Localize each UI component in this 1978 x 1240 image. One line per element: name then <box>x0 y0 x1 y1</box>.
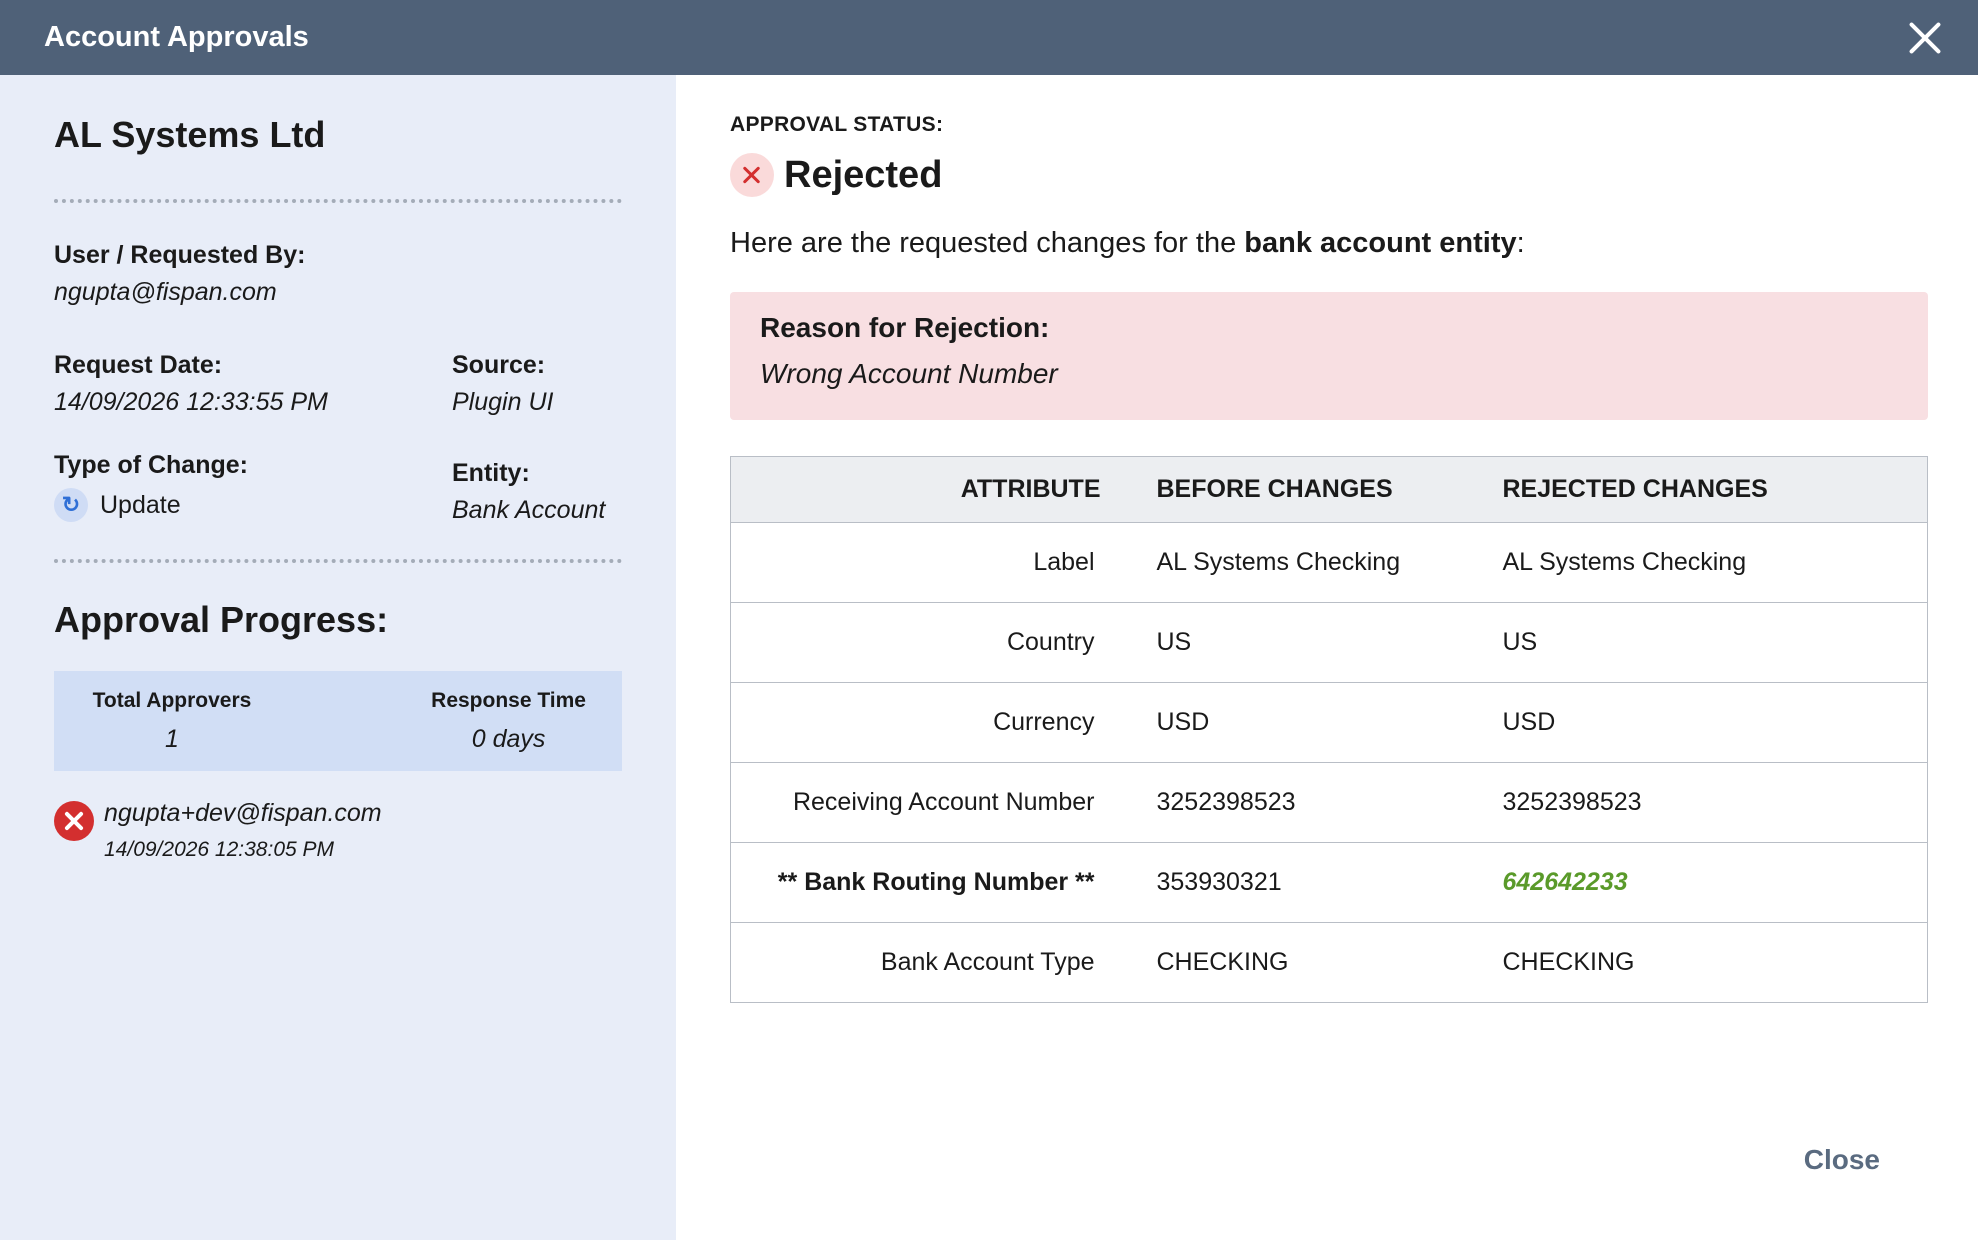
details-panel <box>676 75 1978 1240</box>
before-cell: AL Systems Checking <box>1109 523 1503 603</box>
approval-progress-title: Approval Progress: <box>54 599 389 640</box>
table-row <box>731 763 1928 843</box>
approver-time: 14/09/2026 12:38:05 PM <box>104 838 335 861</box>
table-row <box>731 923 1928 1003</box>
response-time-value: 0 days <box>471 724 546 753</box>
attribute-cell: Receiving Account Number <box>731 763 1109 843</box>
approver-item <box>54 799 622 862</box>
rejected-cell: CHECKING <box>1502 948 1635 976</box>
rejected-icon <box>54 801 94 841</box>
table-row <box>731 603 1928 683</box>
request-date-value: 14/09/2026 12:33:55 PM <box>54 388 328 416</box>
attribute-cell: Bank Account Type <box>880 948 1095 976</box>
approval-status-label: APPROVAL STATUS: <box>730 113 944 136</box>
approver-email: ngupta+dev@fispan.com <box>104 799 382 827</box>
source-value: Plugin UI <box>452 388 554 416</box>
column-header-before: BEFORE CHANGES <box>1109 457 1503 523</box>
divider <box>54 559 622 563</box>
table-row <box>731 683 1928 763</box>
rejection-reason-label: Reason for Rejection: <box>760 312 1050 343</box>
rejected-cell: USD <box>1503 683 1928 763</box>
close-button[interactable]: Close <box>1803 1144 1880 1175</box>
rejected-cell: US <box>1503 603 1928 683</box>
rejection-reason-box <box>730 292 1928 420</box>
summary-panel <box>0 75 676 1240</box>
rejected-x-icon <box>730 153 774 197</box>
approval-status <box>730 153 1978 197</box>
type-of-change-value: Update <box>100 490 181 519</box>
request-info-row <box>54 351 622 417</box>
total-approvers-label: Total Approvers <box>92 688 252 712</box>
intro-entity: bank account entity <box>1244 227 1517 259</box>
requested-by-block <box>54 241 622 307</box>
change-info-row <box>54 451 622 525</box>
rejected-cell-changed: 642642233 <box>1503 843 1928 923</box>
column-header-rejected: REJECTED CHANGES <box>1503 457 1928 523</box>
column-header-attribute: ATTRIBUTE <box>731 457 1109 523</box>
total-approvers-value: 1 <box>165 724 179 753</box>
dialog-title: Account Approvals <box>44 21 309 53</box>
changes-table <box>730 456 1928 1003</box>
requested-by-value: ngupta@fispan.com <box>54 278 277 306</box>
table-row <box>731 523 1928 603</box>
approval-status-value: Rejected <box>784 153 943 196</box>
close-icon[interactable] <box>1902 15 1948 61</box>
rejected-cell: 3252398523 <box>1503 763 1928 843</box>
entity-value: Bank Account <box>452 496 606 524</box>
intro-suffix: : <box>1516 227 1525 259</box>
refresh-icon: ↻ <box>54 488 88 522</box>
intro-prefix: Here are the requested changes for the <box>730 227 1245 259</box>
company-name: AL Systems Ltd <box>54 114 326 155</box>
rejection-reason-value: Wrong Account Number <box>760 358 1058 389</box>
changes-intro <box>730 227 1978 260</box>
before-cell: 3252398523 <box>1109 763 1503 843</box>
approval-progress-summary <box>54 671 622 771</box>
table-header-row <box>731 457 1928 523</box>
response-time-label: Response Time <box>431 688 586 712</box>
attribute-cell: ** Bank Routing Number ** <box>731 843 1109 923</box>
before-cell: USD <box>1109 683 1503 763</box>
entity-label: Entity: <box>452 459 530 487</box>
before-cell: CHECKING <box>1156 948 1289 976</box>
source-label: Source: <box>452 351 546 379</box>
before-cell: 353930321 <box>1109 843 1503 923</box>
attribute-cell: Currency <box>731 683 1109 763</box>
dialog-header <box>0 0 1978 75</box>
attribute-cell: Label <box>731 523 1109 603</box>
divider <box>54 199 622 203</box>
table-row <box>731 843 1928 923</box>
type-of-change-label: Type of Change: <box>54 451 248 479</box>
rejected-cell: AL Systems Checking <box>1503 523 1928 603</box>
requested-by-label: User / Requested By: <box>54 241 306 269</box>
request-date-label: Request Date: <box>54 351 223 379</box>
before-cell: US <box>1109 603 1503 683</box>
attribute-cell: Country <box>731 603 1109 683</box>
